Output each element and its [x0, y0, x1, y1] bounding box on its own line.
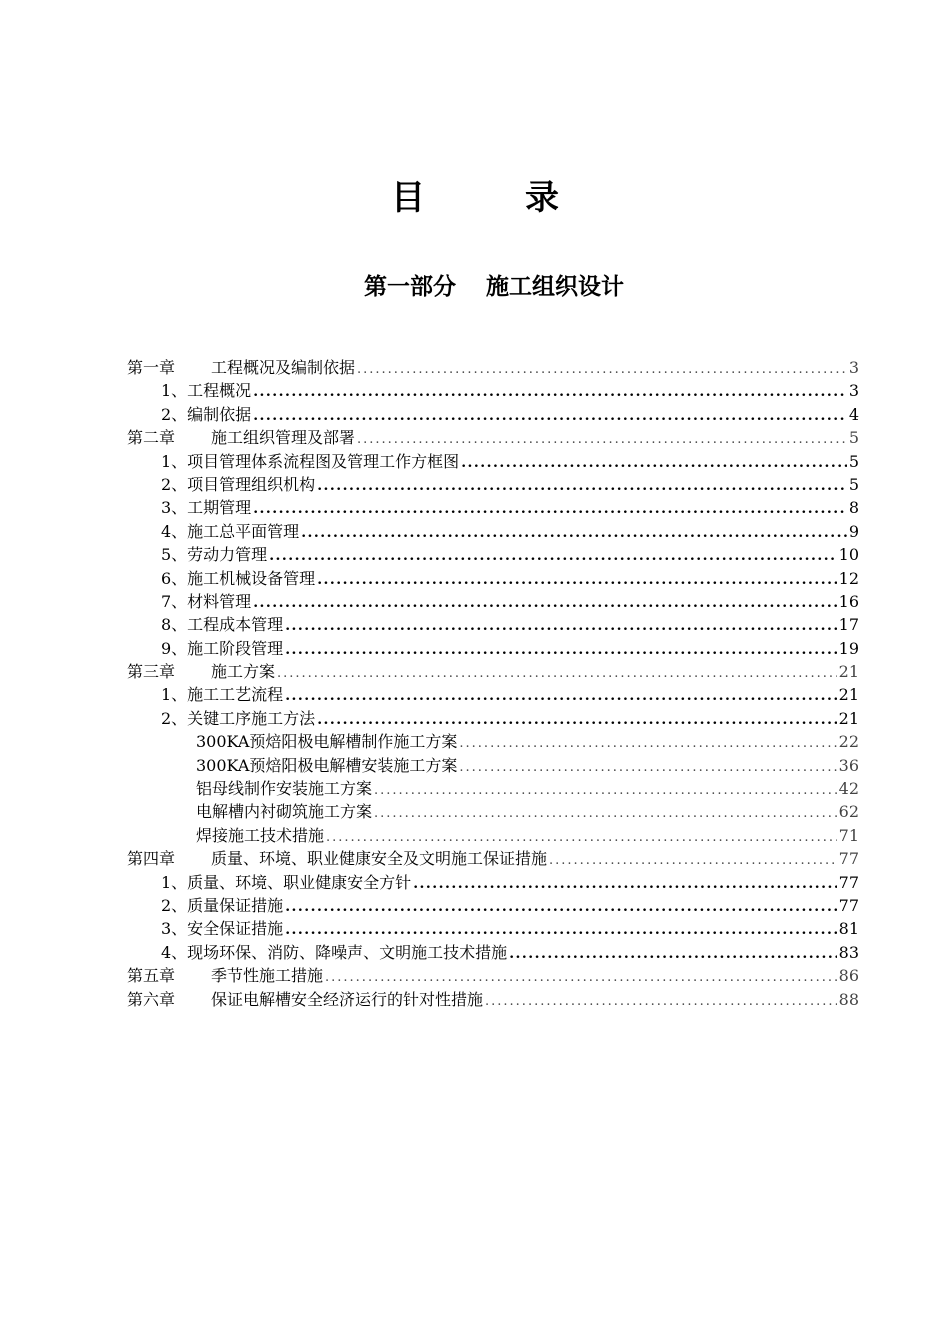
toc-entry-title: 300KA预焙阳极电解槽制作施工方案 — [196, 732, 458, 752]
toc-page-number: 42 — [838, 779, 859, 799]
toc-subsection-entry[interactable] — [127, 754, 859, 777]
toc-entry-label — [161, 379, 253, 402]
part-heading — [0, 268, 950, 301]
toc-entry-label — [127, 660, 277, 683]
toc-dot-leader — [285, 896, 836, 917]
toc-chapter-number: 第一章 — [127, 358, 176, 377]
toc-dot-leader — [269, 545, 836, 566]
toc-entry-title: 7、材料管理 — [161, 591, 252, 611]
toc-entry-title: 3、工期管理 — [161, 498, 252, 518]
toc-chapter-entry[interactable] — [127, 847, 859, 870]
toc-entry-title: 8、工程成本管理 — [161, 615, 284, 635]
toc-page-number: 5 — [848, 474, 859, 494]
toc-entry-title: 6、施工机械设备管理 — [161, 568, 316, 588]
toc-page-number: 86 — [838, 966, 859, 986]
toc-subsection-entry[interactable] — [127, 777, 859, 800]
toc-entry-label — [161, 543, 269, 566]
toc-section-entry[interactable] — [127, 379, 859, 402]
toc-chapter-entry[interactable] — [127, 988, 859, 1011]
toc-entry-title: 1、施工工艺流程 — [161, 685, 284, 705]
toc-entry-label — [196, 800, 374, 823]
toc-dot-leader — [325, 966, 837, 987]
toc-entry-title: 电解槽内衬砌筑施工方案 — [196, 802, 373, 822]
toc-entry-label — [196, 730, 459, 753]
toc-section-entry[interactable] — [127, 496, 859, 519]
toc-chapter-number: 第五章 — [127, 966, 176, 986]
toc-page-number: 36 — [838, 755, 859, 775]
toc-chapter-number: 第六章 — [127, 989, 176, 1009]
toc-entry-title: 1、质量、环境、职业健康安全方针 — [161, 872, 412, 892]
toc-page-number: 16 — [838, 591, 859, 611]
toc-subsection-entry[interactable] — [127, 800, 859, 823]
toc-entry-title: 1、工程概况 — [161, 381, 252, 401]
toc-dot-leader — [317, 569, 836, 590]
toc-page-number: 77 — [838, 849, 859, 869]
toc-entry-title: 2、项目管理组织机构 — [161, 474, 316, 494]
toc-entry-label — [161, 707, 317, 730]
toc-section-entry[interactable] — [127, 707, 859, 730]
table-of-contents — [127, 356, 859, 1011]
toc-chapter-entry[interactable] — [127, 356, 859, 379]
toc-section-entry[interactable] — [127, 917, 859, 940]
toc-entry-label — [161, 941, 509, 964]
toc-entry-label — [161, 473, 317, 496]
toc-page-number: 12 — [838, 568, 859, 588]
toc-page-number: 83 — [838, 942, 859, 962]
toc-dot-leader — [461, 452, 847, 473]
toc-entry-title: 工程概况及编制依据 — [211, 358, 356, 377]
toc-entry-title: 保证电解槽安全经济运行的针对性措施 — [211, 989, 484, 1009]
toc-dot-leader — [485, 990, 837, 1011]
toc-entry-title: 5、劳动力管理 — [161, 545, 268, 565]
toc-dot-leader — [459, 756, 836, 777]
part-number: 第一部分 — [364, 273, 456, 300]
toc-dot-leader — [509, 943, 836, 964]
toc-page-number: 81 — [838, 919, 859, 939]
toc-dot-leader — [253, 405, 847, 426]
toc-chapter-entry[interactable] — [127, 660, 859, 683]
toc-dot-leader — [357, 358, 847, 379]
toc-page-number: 62 — [838, 802, 859, 822]
toc-dot-leader — [357, 428, 847, 449]
toc-entry-label — [196, 777, 374, 800]
toc-entry-label — [161, 590, 253, 613]
toc-entry-title: 2、编制依据 — [161, 404, 252, 424]
toc-dot-leader — [317, 709, 836, 730]
toc-page-number: 77 — [838, 895, 859, 915]
toc-dot-leader — [277, 662, 837, 683]
toc-page-number: 3 — [848, 381, 859, 401]
toc-dot-leader — [459, 732, 836, 753]
toc-subsection-entry[interactable] — [127, 730, 859, 753]
toc-page-number: 88 — [838, 989, 859, 1009]
toc-section-entry[interactable] — [127, 637, 859, 660]
toc-dot-leader — [326, 826, 837, 847]
toc-entry-title: 1、项目管理体系流程图及管理工作方框图 — [161, 451, 460, 471]
toc-entry-title: 质量、环境、职业健康安全及文明施工保证措施 — [211, 849, 548, 869]
toc-entry-label — [161, 917, 285, 940]
toc-entry-label — [161, 496, 253, 519]
toc-entry-title: 焊接施工技术措施 — [196, 825, 325, 845]
toc-entry-title: 4、现场环保、消防、降噪声、文明施工技术措施 — [161, 942, 508, 962]
toc-entry-title: 3、安全保证措施 — [161, 919, 284, 939]
toc-page-number: 5 — [848, 428, 859, 448]
toc-section-entry[interactable] — [127, 613, 859, 636]
toc-entry-label — [161, 520, 301, 543]
toc-entry-label — [127, 356, 357, 379]
toc-dot-leader — [549, 849, 837, 870]
toc-entry-title: 9、施工阶段管理 — [161, 638, 284, 658]
toc-chapter-number: 第三章 — [127, 662, 176, 682]
toc-entry-label — [161, 613, 285, 636]
toc-entry-title: 施工组织管理及部署 — [211, 428, 356, 448]
toc-dot-leader — [285, 919, 836, 940]
title-char-1: 目 — [391, 178, 425, 218]
toc-entry-label — [161, 567, 317, 590]
toc-page-number: 22 — [838, 732, 859, 752]
toc-page-number: 4 — [848, 404, 859, 424]
toc-dot-leader — [285, 639, 836, 660]
toc-page-number: 8 — [848, 498, 859, 518]
toc-section-entry[interactable] — [127, 590, 859, 613]
toc-entry-title: 4、施工总平面管理 — [161, 521, 300, 541]
toc-chapter-number: 第四章 — [127, 849, 176, 869]
toc-entry-label — [127, 988, 485, 1011]
page-title — [0, 170, 950, 219]
toc-page-number: 5 — [848, 451, 859, 471]
toc-entry-title: 300KA预焙阳极电解槽安装施工方案 — [196, 755, 458, 775]
toc-dot-leader — [301, 522, 847, 543]
toc-entry-label — [161, 450, 461, 473]
toc-entry-title: 施工方案 — [211, 662, 276, 682]
toc-section-entry[interactable] — [127, 473, 859, 496]
toc-entry-label — [127, 964, 325, 987]
toc-chapter-entry[interactable] — [127, 964, 859, 987]
toc-entry-title: 铝母线制作安装施工方案 — [196, 779, 373, 799]
toc-dot-leader — [317, 475, 847, 496]
toc-dot-leader — [285, 685, 836, 706]
toc-section-entry[interactable] — [127, 520, 859, 543]
toc-entry-label — [161, 894, 285, 917]
toc-dot-leader — [253, 498, 847, 519]
toc-page-number: 71 — [838, 825, 859, 845]
title-char-2: 录 — [525, 178, 559, 218]
toc-page-number: 10 — [838, 545, 859, 565]
toc-dot-leader — [253, 592, 836, 613]
toc-section-entry[interactable] — [127, 871, 859, 894]
toc-page-number: 17 — [838, 615, 859, 635]
toc-entry-label — [127, 426, 357, 449]
toc-entry-title: 季节性施工措施 — [211, 966, 324, 986]
toc-page-number: 9 — [848, 521, 859, 541]
toc-dot-leader — [413, 873, 836, 894]
toc-page-number: 21 — [838, 662, 859, 682]
toc-entry-label — [161, 403, 253, 426]
toc-page-number: 19 — [838, 638, 859, 658]
toc-chapter-entry[interactable] — [127, 426, 859, 449]
toc-entry-label — [161, 871, 413, 894]
toc-chapter-number: 第二章 — [127, 428, 176, 448]
toc-section-entry[interactable] — [127, 450, 859, 473]
toc-entry-label — [196, 824, 326, 847]
toc-section-entry[interactable] — [127, 941, 859, 964]
toc-dot-leader — [374, 802, 837, 823]
toc-section-entry[interactable] — [127, 403, 859, 426]
toc-section-entry[interactable] — [127, 683, 859, 706]
toc-entry-label — [161, 637, 285, 660]
toc-entry-label — [127, 847, 549, 870]
toc-page-number: 21 — [838, 685, 859, 705]
toc-page-number: 3 — [848, 358, 859, 377]
toc-page-number: 21 — [838, 708, 859, 728]
toc-section-entry[interactable] — [127, 567, 859, 590]
toc-entry-title: 2、质量保证措施 — [161, 895, 284, 915]
toc-dot-leader — [374, 779, 837, 800]
toc-page-number: 77 — [838, 872, 859, 892]
toc-dot-leader — [253, 381, 847, 402]
toc-entry-label — [161, 683, 285, 706]
toc-subsection-entry[interactable] — [127, 824, 859, 847]
toc-dot-leader — [285, 615, 836, 636]
toc-entry-title: 2、关键工序施工方法 — [161, 708, 316, 728]
toc-entry-label — [196, 754, 459, 777]
toc-section-entry[interactable] — [127, 894, 859, 917]
toc-section-entry[interactable] — [127, 543, 859, 566]
part-name: 施工组织设计 — [486, 273, 624, 300]
